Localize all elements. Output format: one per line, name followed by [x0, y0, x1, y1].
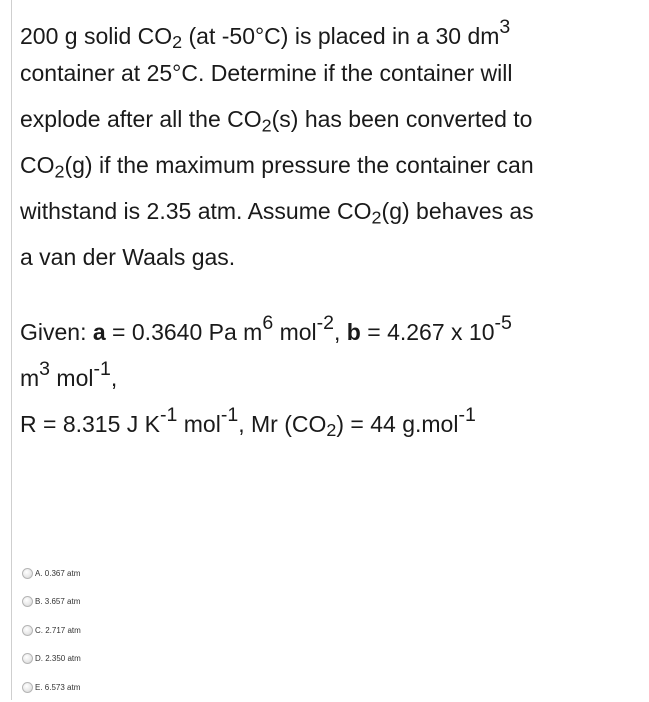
option-label: D. 2.350 atm [35, 654, 81, 664]
given-line-b-unit [20, 346, 640, 392]
text-segment: m [20, 364, 40, 391]
superscript: -5 [494, 312, 512, 334]
question-line [20, 4, 640, 53]
text-segment: 200 g solid CO [20, 22, 173, 49]
text-segment: mol [273, 318, 317, 345]
superscript: -1 [160, 404, 178, 426]
option-label: C. 2.717 atm [35, 625, 81, 635]
text-segment: withstand is 2.35 atm. Assume CO [20, 198, 372, 224]
text-segment: , Mr (CO [238, 410, 327, 437]
question-line [20, 234, 640, 280]
given-label: Given: [20, 318, 93, 345]
text-segment: = 4.267 x 10 [360, 318, 495, 345]
radio-button[interactable] [22, 568, 33, 579]
superscript: -1 [220, 404, 239, 426]
symbol-b: b [346, 318, 361, 345]
text-segment: (g) behaves as [381, 198, 534, 224]
superscript: -1 [93, 358, 111, 380]
option-e[interactable] [22, 673, 81, 702]
text-segment: R = 8.315 J K [20, 410, 160, 437]
given-constants [20, 300, 640, 441]
radio-button[interactable] [22, 653, 33, 664]
subscript: 2 [326, 420, 337, 441]
question-line [20, 96, 640, 142]
text-segment: mol [50, 364, 94, 391]
answer-options [22, 559, 81, 702]
question-line [20, 142, 640, 188]
symbol-a: a [92, 318, 106, 345]
given-line-a-b [20, 300, 640, 346]
subscript: 2 [371, 207, 382, 228]
option-c[interactable] [22, 616, 81, 645]
question-text [20, 4, 640, 280]
radio-button[interactable] [22, 596, 33, 607]
question-line [20, 50, 640, 96]
subscript: 2 [261, 115, 272, 136]
text-segment: (g) if the maximum pressure the container can [64, 152, 534, 178]
text-segment: = 0.3640 Pa m [105, 318, 263, 345]
superscript: 3 [499, 16, 511, 38]
question-line [20, 188, 640, 234]
subscript: 2 [54, 161, 65, 182]
superscript: 6 [262, 312, 274, 334]
option-b[interactable] [22, 588, 81, 617]
text-segment: (s) has been converted to [271, 106, 533, 132]
superscript: -1 [458, 404, 476, 426]
option-label: E. 6.573 atm [35, 682, 81, 692]
given-line-r-mr [20, 392, 640, 441]
text-segment: mol [177, 410, 221, 437]
text-segment: , [334, 318, 347, 345]
option-label: A. 0.367 atm [35, 568, 81, 578]
subscript: 2 [172, 32, 183, 53]
text-segment: container at 25°C. Determine if the container will [20, 60, 513, 86]
text-segment: a van der Waals gas. [20, 244, 236, 270]
option-a[interactable] [22, 559, 81, 588]
text-segment: (at -50°C) is placed in a 30 dm [182, 22, 500, 49]
superscript: -2 [316, 312, 335, 334]
radio-button[interactable] [22, 625, 33, 636]
superscript: 3 [39, 358, 51, 380]
text-segment: , [110, 364, 118, 391]
option-d[interactable] [22, 645, 81, 674]
text-segment: CO [20, 152, 55, 178]
text-segment: ) = 44 g.mol [336, 410, 459, 437]
radio-button[interactable] [22, 682, 33, 693]
option-label: B. 3.657 atm [35, 597, 81, 607]
text-segment: explode after all the CO [20, 106, 262, 132]
